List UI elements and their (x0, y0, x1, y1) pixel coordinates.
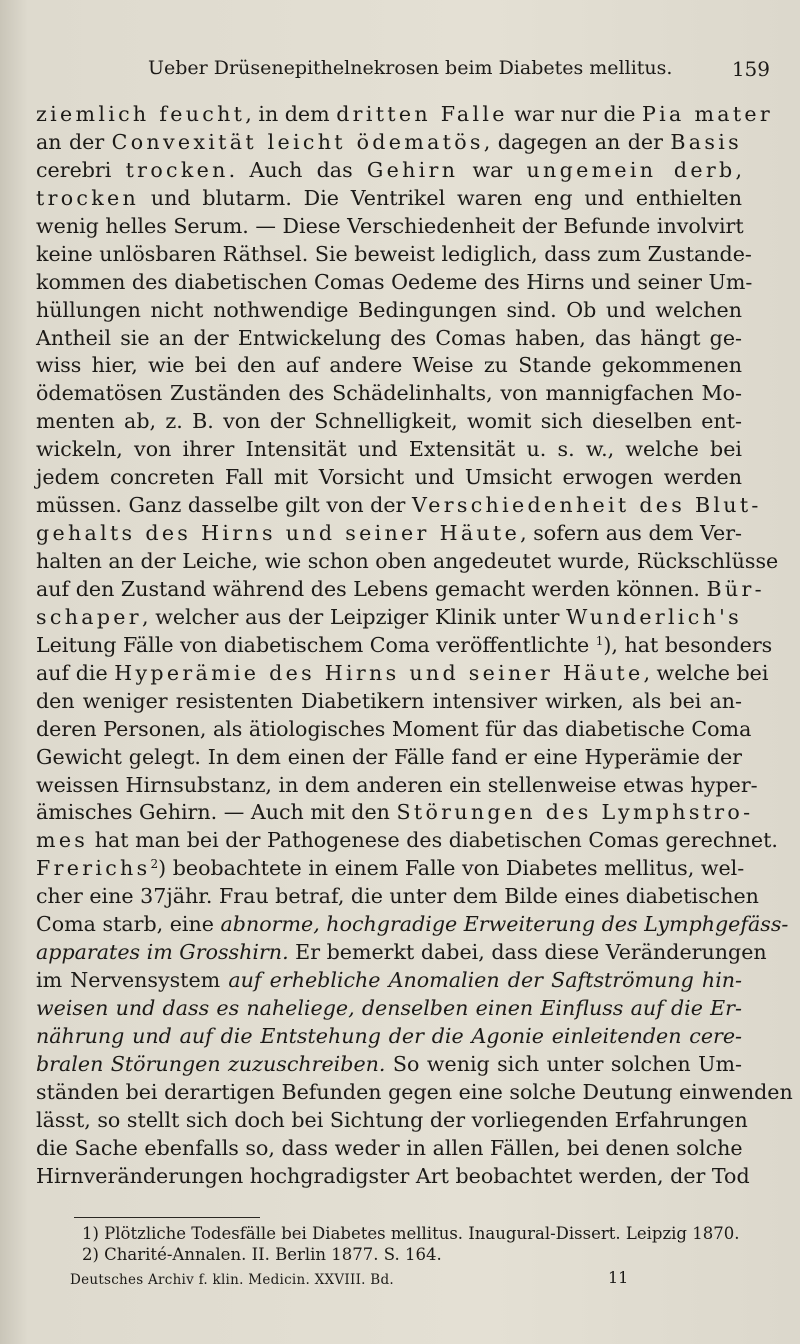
italic-emphasis: weisen und dass es naheliege, denselben einen Einfluss auf die Er- (36, 996, 742, 1020)
text-line (36, 660, 769, 688)
text-run: hat man bei der Pathogenese des diabetischen Comas gerechnet. (88, 828, 778, 853)
footnote-rule (74, 1217, 260, 1218)
spaced-emphasis: trocken (36, 185, 140, 210)
text-line (36, 883, 759, 911)
text-line (36, 995, 742, 1023)
footnote-marker: 1 (595, 633, 604, 648)
text-run: und blutarm. Die Ventrikel waren eng und enthielten (139, 185, 742, 210)
text-run: deren Personen, als ätiologisches Moment für das diabetische Coma (36, 716, 752, 741)
text-line (36, 1051, 742, 1079)
text-run: Hirnveränderungen hochgradigster Art beobachtet werden, der Tod (36, 1163, 750, 1188)
footnotes (82, 1223, 742, 1265)
spaced-emphasis: Gehirn (366, 157, 459, 182)
text-run: Gewicht gelegt. In dem einen der Fälle fand er eine Hyperämie der (36, 744, 742, 769)
text-line (36, 436, 742, 464)
footnote-marker: 2 (150, 857, 159, 872)
text-line (36, 213, 742, 241)
italic-emphasis: auf erhebliche Anomalien der Saftströmung hin- (228, 968, 742, 993)
text-run: den weniger resistenten Diabetikern intensiver wirken, als bei an- (36, 688, 742, 713)
text-run: So wenig sich unter solchen Um- (385, 1051, 742, 1076)
spaced-emphasis: Störungen des Lymphstro- (396, 800, 754, 825)
text-run: jedem concreten Fall mit Vorsicht und Umsicht erwogen werden (36, 465, 742, 490)
text-run: lässt, so stellt sich doch bei Sichtung der vorliegenden Erfahrungen (36, 1107, 748, 1132)
spaced-emphasis: Convexität leicht ödematös (111, 129, 484, 154)
text-line (36, 632, 773, 660)
italic-emphasis: apparates im Grosshirn. (36, 940, 289, 965)
text-run: cerebri (36, 157, 126, 182)
text-line (36, 548, 779, 576)
spaced-emphasis: schaper (36, 604, 142, 629)
text-run: , in dem (245, 102, 337, 126)
text-run: müssen. Ganz dasselbe gilt von der (36, 493, 412, 518)
text-line (36, 520, 742, 548)
spaced-emphasis: Pia mater (642, 102, 774, 126)
text-run: Leitung Fälle von diabetischem Coma veröffentlichte (36, 632, 596, 657)
spaced-emphasis: dritten Falle (336, 102, 508, 126)
text-line (36, 1163, 750, 1191)
text-line (36, 297, 742, 325)
text-run: wickeln, von ihrer Intensität und Extensität u. s. w., welche bei (36, 437, 742, 462)
spaced-emphasis: trocken (125, 157, 229, 182)
footnote-2: 2) Charité-Annalen. II. Berlin 1877. S. 164. (82, 1245, 442, 1264)
text-line (36, 744, 742, 772)
text-run: , dagegen an der (483, 129, 671, 154)
text-run: keine unlösbaren Räthsel. Sie beweist lediglich, dass zum Zustande- (36, 241, 752, 266)
spaced-emphasis: Wunderlich's (566, 604, 742, 629)
italic-emphasis: abnorme, hochgradige Erweiterung des Lymphgefäss- (220, 912, 789, 937)
text-run: ödematösen Zuständen des Schädelinhalts, von mannigfachen Mo- (36, 381, 742, 406)
text-line (36, 380, 742, 408)
running-title: Ueber Drüsenepithelnekrosen beim Diabetes mellitus. (148, 57, 673, 79)
text-run: weissen Hirnsubstanz, in dem anderen ein stellenweise etwas hyper- (36, 772, 758, 797)
text-run: , welche bei (643, 660, 769, 685)
text-run: ämisches Gehirn. — Auch mit den (36, 800, 397, 825)
text-run: Er bemerkt dabei, dass diese Veränderungen (288, 940, 767, 965)
spaced-emphasis: Verschiedenheit des Blut- (411, 493, 762, 518)
text-run: , welcher aus der Leipziger Klinik unter (141, 604, 567, 629)
spaced-emphasis: mes (36, 828, 89, 853)
text-run: , sofern aus dem Ver- (520, 521, 743, 546)
running-header (36, 57, 770, 87)
text-line (36, 1107, 748, 1135)
text-run: kommen des diabetischen Comas Oedeme des Hirns und seiner Um- (36, 269, 753, 294)
text-run: Coma starb, eine (36, 912, 221, 937)
text-run: war (458, 157, 527, 182)
text-line (36, 911, 789, 939)
spaced-emphasis: Bür- (706, 576, 765, 601)
text-line (36, 185, 742, 213)
spaced-emphasis: gehalts des Hirns und seiner Häute (36, 521, 521, 546)
text-line (36, 967, 742, 995)
text-line (36, 101, 774, 129)
text-run: im Nervensystem (36, 968, 229, 993)
text-line (36, 241, 752, 269)
text-run: ), hat besonders (603, 632, 773, 657)
text-run: cher eine 37jähr. Frau betraf, die unter dem Bilde eines diabetischen (36, 884, 759, 909)
text-line (36, 855, 745, 883)
text-line (36, 492, 762, 520)
text-line (36, 1023, 742, 1051)
text-run: hüllungen nicht nothwendige Bedingungen sind. Ob und welchen (36, 297, 742, 322)
text-run: wiss hier, wie bei den auf andere Weise zu Stande gekommenen (36, 353, 742, 378)
footnote-1: 1) Plötzliche Todesfälle bei Diabetes mellitus. Inaugural-Dissert. Leipzig 1870. (82, 1224, 740, 1243)
italic-emphasis: nährung und auf die Entstehung der die Agonie einleitenden cere- (36, 1023, 742, 1048)
text-line (36, 772, 758, 800)
spaced-emphasis: ungemein derb (526, 157, 736, 182)
italic-emphasis: bralen Störungen zuzuschreiben. (36, 1051, 386, 1076)
spaced-emphasis: Basis (670, 129, 742, 154)
spaced-emphasis: Frerichs (36, 856, 151, 881)
spaced-emphasis: Hyperämie des Hirns und seiner Häute (114, 660, 644, 685)
text-run: die Sache ebenfalls so, dass weder in allen Fällen, bei denen solche (36, 1135, 743, 1160)
spaced-emphasis: ziemlich feucht (36, 102, 246, 126)
text-run: menten ab, z. B. von der Schnelligkeit, womit sich dieselben ent- (36, 409, 742, 434)
text-line (36, 269, 753, 297)
body-text (36, 101, 793, 1191)
text-run: an der (36, 129, 112, 154)
text-line (36, 799, 754, 827)
text-line (36, 939, 767, 967)
text-run: , (735, 157, 742, 182)
text-run: war nur die (507, 102, 643, 126)
text-line (36, 325, 742, 353)
text-line (36, 688, 742, 716)
text-line (36, 827, 778, 855)
text-run: auf die (36, 660, 115, 685)
text-line (36, 129, 742, 157)
text-line (36, 464, 742, 492)
text-line (36, 157, 742, 185)
text-run: auf den Zustand während des Lebens gemacht werden können. (36, 576, 707, 601)
text-line (36, 1135, 742, 1163)
text-line (36, 716, 752, 744)
text-run: wenig helles Serum. — Diese Verschiedenheit der Befunde involvirt (36, 213, 744, 238)
text-line (36, 408, 742, 436)
signature-mark: 11 (608, 1268, 629, 1287)
text-line (36, 1079, 793, 1107)
journal-footer: Deutsches Archiv f. klin. Medicin. XXVIII. Bd. (70, 1272, 394, 1288)
text-run: halten an der Leiche, wie schon oben angedeutet wurde, Rückschlüsse (36, 549, 779, 573)
text-run: ständen bei derartigen Befunden gegen eine solche Deutung einwenden (36, 1079, 793, 1104)
page-number: 159 (731, 57, 770, 81)
text-line (36, 604, 742, 632)
text-line (36, 576, 765, 604)
text-run: . Auch das (228, 157, 367, 182)
text-line (36, 352, 742, 380)
text-run: Antheil sie an der Entwickelung des Comas haben, das hängt ge- (36, 325, 742, 350)
text-run: ) beobachtete in einem Falle von Diabetes mellitus, wel- (158, 856, 745, 881)
